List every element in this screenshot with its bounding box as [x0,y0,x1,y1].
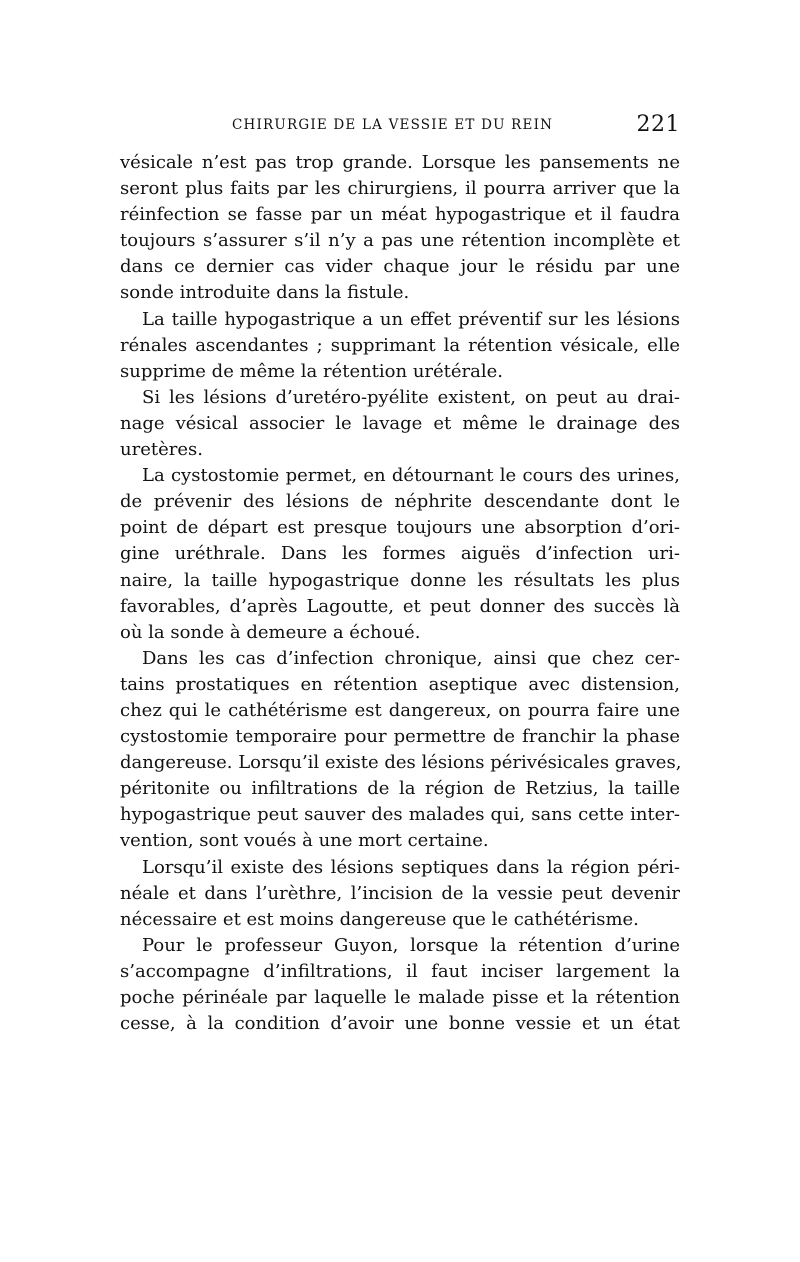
running-header [120,112,680,144]
text-line: favorables, d’après Lagoutte, et peut donner des succès là [120,595,680,617]
text-line: Dans les cas d’infection chronique, ainsi que chez cer- [142,647,680,669]
text-line: s’accompagne d’infiltrations, il faut inciser largement la [120,960,680,982]
text-line: néale et dans l’urèthre, l’incision de la vessie peut devenir [120,882,680,904]
text-line: cesse, à la condition d’avoir une bonne vessie et un état [120,1013,680,1035]
text-line: cystostomie temporaire pour permettre de franchir la phase [120,726,680,748]
text-line: sonde introduite dans la fistule. [120,282,410,304]
text-line: péritonite ou infiltrations de la région de Retzius, la taille [120,778,680,800]
book-page [120,112,680,1037]
text-line: poche périnéale par laquelle le malade pisse et la rétention [120,987,680,1008]
text-line: hypogastrique peut sauver des malades qui, sans cette inter- [120,804,680,826]
page-number: 221 [636,112,680,137]
text-line: point de départ est presque toujours une absorption d’ori- [120,517,680,539]
text-line: seront plus faits par les chirurgiens, il pourra arriver que la [120,178,680,200]
text-line: dangereuse. Lorsqu’il existe des lésions périvésicales graves, [120,752,682,774]
text-line: nécessaire et est moins dangereuse que le cathétérisme. [120,908,639,930]
text-line: vention, sont voués à une mort certaine. [120,830,489,852]
text-line: chez qui le cathétérisme est dangereux, on pourra faire une [120,699,680,721]
text-line: rénales ascendantes ; supprimant la rétention vésicale, elle [120,334,680,356]
text-line: gine uréthrale. Dans les formes aiguës d’infection uri- [120,543,680,565]
text-line: Pour le professeur Guyon, lorsque la rétention d’urine [142,934,680,956]
text-line: uretères. [120,439,203,461]
text-line: de prévenir des lésions de néphrite descendante dont le [120,491,680,513]
text-line: réinfection se fasse par un méat hypogastrique et il faudra [120,204,680,226]
body-text [120,150,680,1037]
text-line: dans ce dernier cas vider chaque jour le résidu par une [120,256,680,278]
text-line: tains prostatiques en rétention aseptique avec distension, [120,673,680,695]
text-line: où la sonde à demeure a échoué. [120,621,421,643]
text-line: toujours s’assurer s’il n’y a pas une rétention incomplète et [120,230,680,252]
text-line: nage vésical associer le lavage et même le drainage des [120,412,680,434]
text-line: Si les lésions d’uretéro-pyélite existent, on peut au drai- [142,386,680,408]
text-line: naire, la taille hypogastrique donne les résultats les plus [120,569,680,591]
text-line: La taille hypogastrique a un effet préventif sur les lésions [142,308,680,330]
text-line: La cystostomie permet, en détournant le cours des urines, [142,465,680,487]
text-line: vésicale n’est pas trop grande. Lorsque les pansements ne [120,152,680,173]
text-line: Lorsqu’il existe des lésions septiques dans la région péri- [142,856,680,878]
text-line: supprime de même la rétention urétérale. [120,360,504,382]
running-title: CHIRURGIE DE LA VESSIE ET DU REIN [232,117,554,133]
